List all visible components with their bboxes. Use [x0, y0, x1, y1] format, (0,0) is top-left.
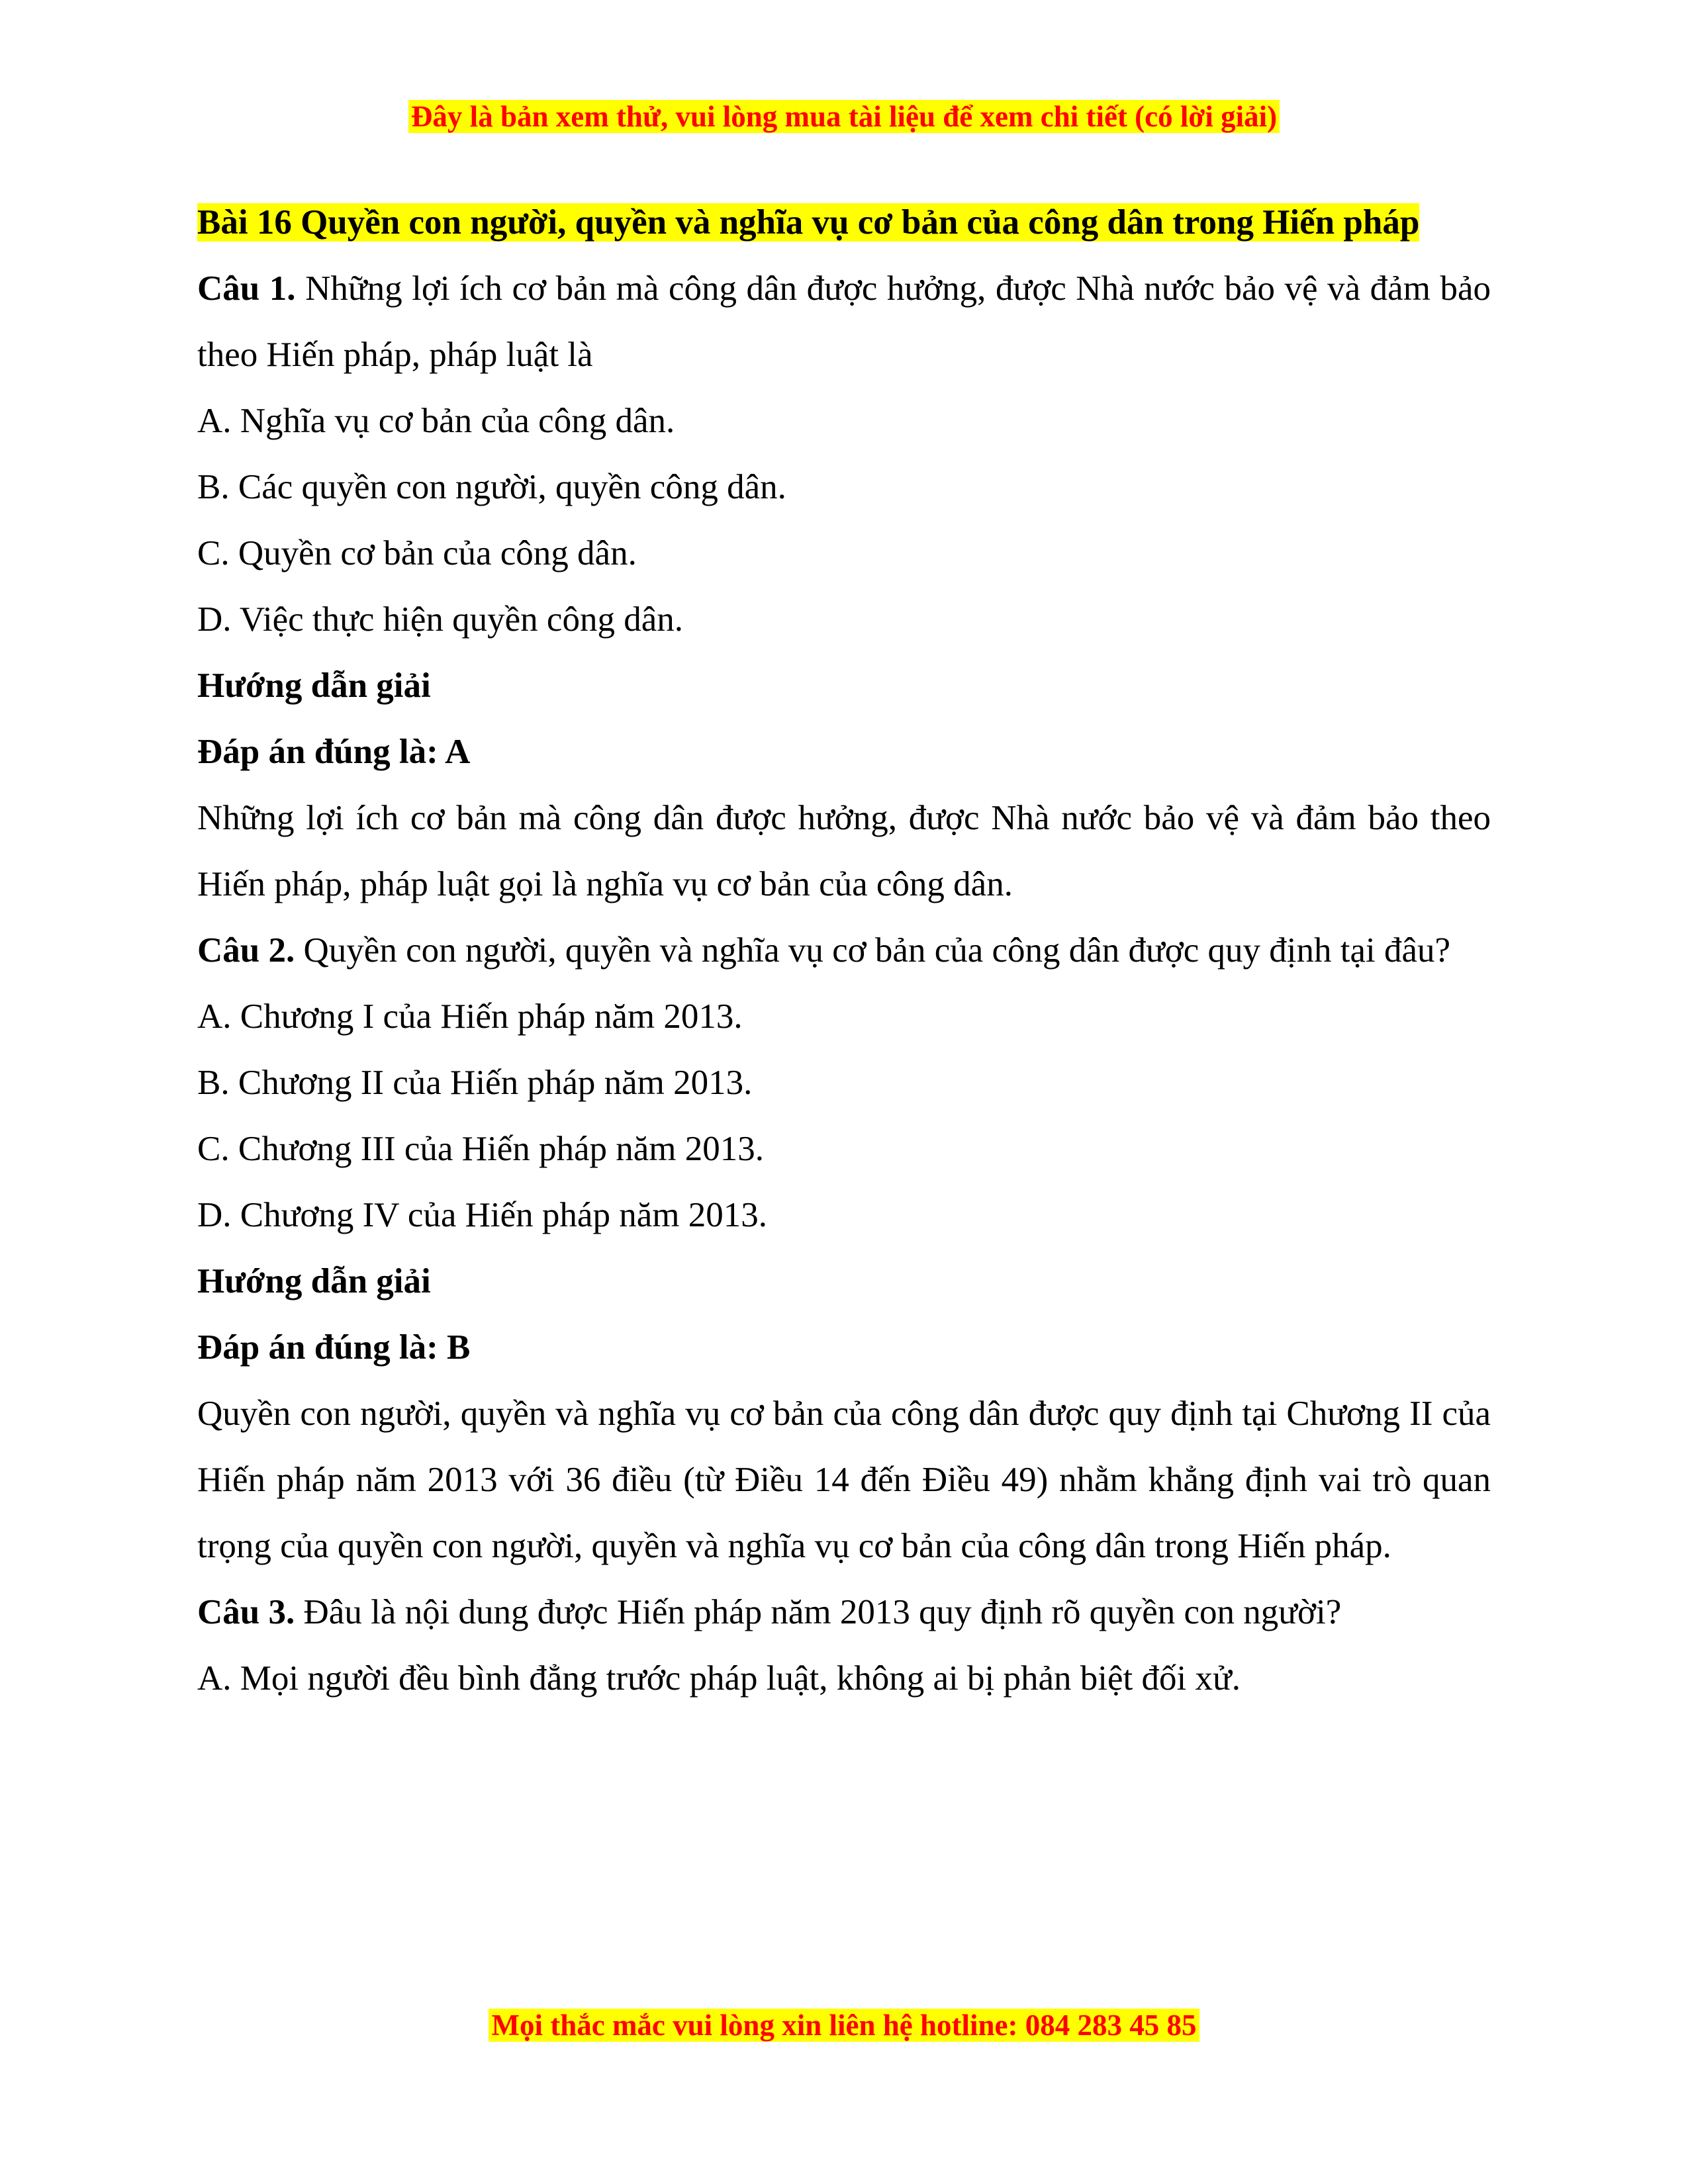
- question-2-option-c: C. Chương III của Hiến pháp năm 2013.: [197, 1130, 764, 1168]
- question-1: [197, 255, 1491, 388]
- question-1-option-a: A. Nghĩa vụ cơ bản của công dân.: [197, 402, 675, 440]
- question-2-label: Câu 2.: [197, 931, 295, 970]
- question-1-text: Những lợi ích cơ bản mà công dân được hưởng, được Nhà nước bảo vệ và đảm bảo theo Hiến pháp, pháp luật là: [197, 269, 1491, 374]
- hotline-notice-text: Mọi thắc mắc vui lòng xin liên hệ hotline: 084 283 45 85: [489, 2009, 1199, 2042]
- question-3-text: Đâu là nội dung được Hiến pháp năm 2013 quy định rõ quyền con người?: [295, 1593, 1342, 1631]
- question-2-explanation: Quyền con người, quyền và nghĩa vụ cơ bản của công dân được quy định tại Chương II của Hiến pháp năm 2013 với 36 điều (từ Điều 14 đến Điều 49) nhằm khẳng định vai trò quan trọng của quyền con người, quyền và nghĩa vụ cơ bản của công dân trong Hiến pháp.: [197, 1394, 1491, 1565]
- question-2-option-a: A. Chương I của Hiến pháp năm 2013.: [197, 997, 743, 1036]
- question-2-answer: Đáp án đúng là: B: [197, 1328, 471, 1367]
- lesson-title: [197, 189, 1491, 255]
- question-1-explanation: Những lợi ích cơ bản mà công dân được hưởng, được Nhà nước bảo vệ và đảm bảo theo Hiến pháp, pháp luật gọi là nghĩa vụ cơ bản của công dân.: [197, 799, 1491, 903]
- question-1-option-d: D. Việc thực hiện quyền công dân.: [197, 600, 683, 639]
- document-content: [197, 189, 1491, 1711]
- question-3-label: Câu 3.: [197, 1593, 295, 1631]
- question-2-text: Quyền con người, quyền và nghĩa vụ cơ bản của công dân được quy định tại đâu?: [295, 931, 1451, 970]
- question-2-guide-heading: Hướng dẫn giải: [197, 1262, 431, 1300]
- question-1-answer: Đáp án đúng là: A: [197, 733, 471, 771]
- question-2: [197, 917, 1491, 983]
- question-1-option-b: B. Các quyền con người, quyền công dân.: [197, 468, 786, 506]
- preview-notice-text: Đây là bản xem thử, vui lòng mua tài liệu để xem chi tiết (có lời giải): [408, 100, 1280, 133]
- question-3: [197, 1579, 1491, 1645]
- hotline-notice: [0, 2005, 1688, 2045]
- question-1-option-c: C. Quyền cơ bản của công dân.: [197, 534, 637, 572]
- question-2-option-d: D. Chương IV của Hiến pháp năm 2013.: [197, 1196, 767, 1234]
- question-3-option-a: A. Mọi người đều bình đẳng trước pháp luật, không ai bị phản biệt đối xử.: [197, 1659, 1241, 1698]
- preview-notice: [0, 97, 1688, 136]
- question-1-guide-heading: Hướng dẫn giải: [197, 666, 431, 705]
- question-2-option-b: B. Chương II của Hiến pháp năm 2013.: [197, 1064, 753, 1102]
- lesson-title-text: Bài 16 Quyền con người, quyền và nghĩa vụ cơ bản của công dân trong Hiến pháp: [197, 203, 1420, 242]
- question-1-label: Câu 1.: [197, 269, 296, 308]
